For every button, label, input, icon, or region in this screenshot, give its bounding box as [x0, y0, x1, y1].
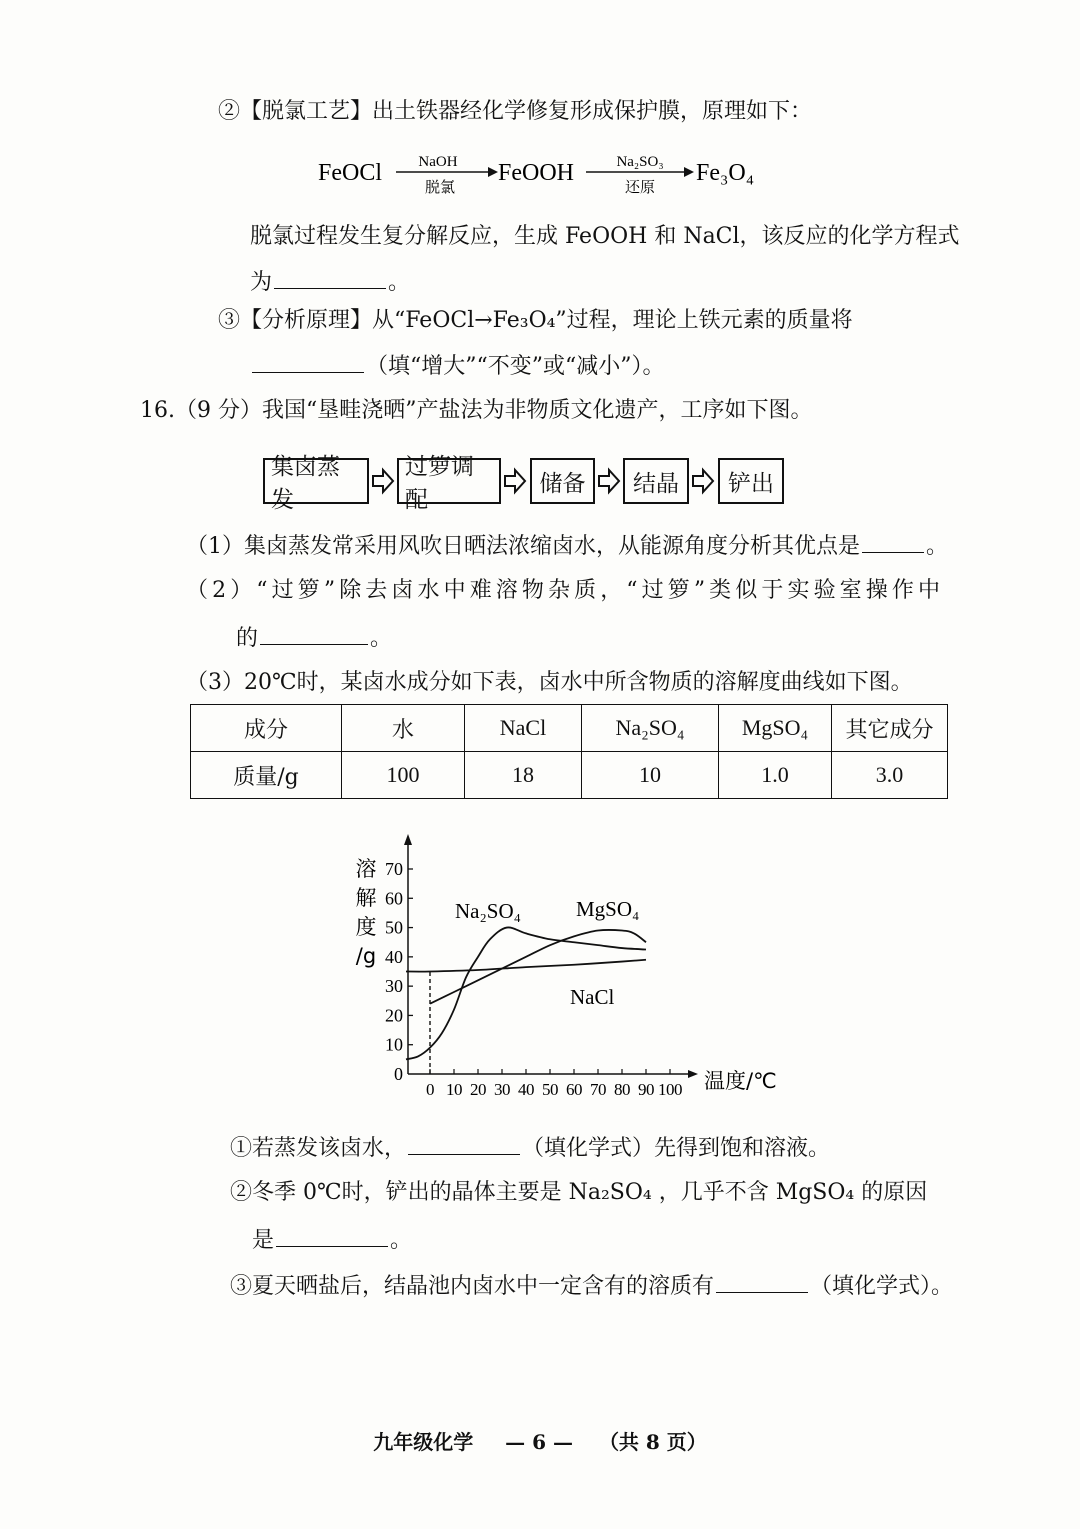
- series-label-mgso: MgSO₄: [576, 897, 640, 921]
- y-tick-label: 30: [385, 976, 403, 997]
- process-arrow-icon: [371, 467, 395, 495]
- x-tick-label: 20: [470, 1080, 486, 1099]
- q16-sub3-q1-suffix: （填化学式）先得到饱和溶液。: [522, 1136, 831, 1161]
- q15-item3-text1: ③【分析原理】从“FeOCl→Fe₃O₄”过程，理论上铁元素的质量将: [218, 308, 853, 333]
- x-axis-arrow-icon: [688, 1070, 698, 1078]
- process-arrow-icon: [597, 467, 621, 495]
- answer-blank-solutes[interactable]: [716, 1270, 808, 1293]
- q16-sub2-suffix: 。: [370, 626, 393, 651]
- y-axis-label-char: 解: [355, 886, 377, 910]
- x-tick-label: 10: [446, 1080, 462, 1099]
- process-arrow-icon: [503, 467, 527, 495]
- reaction-scheme: [318, 148, 778, 198]
- process-arrow-icon: [691, 467, 715, 495]
- q16-sub2-line1: （2）“过箩”除去卤水中难溶物杂质，“过箩”类似于实验室操作中: [186, 578, 945, 603]
- q16-sub3: （3）20℃时，某卤水成分如下表，卤水中所含物质的溶解度曲线如下图。: [186, 670, 913, 695]
- series-label-nacl: NaCl: [570, 985, 615, 1009]
- y-tick-label: 20: [385, 1005, 403, 1026]
- x-tick-label: 60: [566, 1080, 582, 1099]
- x-tick-label: 50: [542, 1080, 558, 1099]
- footer-page-number: — 6 —: [505, 1430, 573, 1454]
- x-tick-label: 30: [494, 1080, 510, 1099]
- table-header-cell: MgSO₄: [719, 705, 832, 752]
- x-tick-label: 100: [658, 1080, 682, 1099]
- q16-sub1-prefix: （1）集卤蒸发常采用风吹日晒法浓缩卤水，从能源角度分析其优点是: [186, 534, 860, 559]
- q15-item2-suffix: 。: [388, 270, 411, 295]
- table-cell: 10: [582, 752, 719, 799]
- table-cell: 18: [465, 752, 582, 799]
- y-axis-arrow-icon: [404, 834, 412, 845]
- answer-blank-energy[interactable]: [862, 530, 924, 553]
- scheme-reagent2-bottom: 还原: [624, 178, 656, 196]
- process-step-5-label: 铲出: [728, 470, 774, 497]
- y-tick-label: 0: [394, 1064, 403, 1084]
- answer-blank-reason[interactable]: [276, 1224, 388, 1247]
- q15-item3-text2: [250, 350, 664, 382]
- process-step-1: [263, 454, 369, 513]
- process-step-2: [397, 454, 501, 513]
- process-step-2-label: 过箩调配: [405, 454, 474, 513]
- q16-sub3-q3-prefix: ③夏天晒盐后，结晶池内卤水中一定含有的溶质有: [230, 1274, 715, 1299]
- table-cell: 质量/g: [191, 752, 342, 799]
- scheme-reagent1-top: NaOH: [418, 154, 458, 170]
- y-tick-label: 60: [385, 888, 403, 909]
- q16-sub3-q2-prefix: 是: [252, 1228, 275, 1253]
- process-step-3: [530, 458, 595, 504]
- table-cell: 100: [342, 752, 465, 799]
- answer-blank-operation[interactable]: [260, 622, 368, 645]
- table-header-cell: 水: [342, 705, 465, 752]
- table-header-cell: 成分: [191, 705, 342, 752]
- answer-blank-equation[interactable]: [274, 266, 386, 289]
- q15-item2-prefix: 为: [250, 270, 273, 295]
- y-axis-label-char: /g: [355, 944, 377, 968]
- x-tick-label: 0: [426, 1080, 434, 1099]
- process-step-4: [623, 458, 689, 504]
- series-label-naso: Na₂SO₄: [455, 899, 521, 923]
- series-line-nacl: [406, 960, 646, 972]
- table-row: [191, 705, 948, 752]
- process-step-4-label: 结晶: [633, 470, 679, 497]
- process-step-5: [718, 458, 784, 504]
- q16-sub1: [186, 530, 948, 562]
- scheme-middle: FeOOH: [498, 160, 574, 186]
- q16-sub2-line2: [236, 622, 392, 654]
- q15-item2-lead: ②【脱氯工艺】出土铁器经化学修复形成保护膜，原理如下：: [218, 99, 813, 124]
- table-cell: 3.0: [832, 752, 948, 799]
- y-tick-label: 10: [385, 1034, 403, 1055]
- q16-title: 16.（9 分）我国“垦畦浇晒”产盐法为非物质文化遗产，工序如下图。: [140, 398, 813, 423]
- y-tick-label: 70: [385, 859, 403, 879]
- q16-sub3-q1: [230, 1132, 830, 1164]
- q15-item2-text2: [250, 266, 410, 298]
- q16-sub1-suffix: 。: [926, 534, 949, 559]
- scheme-start: FeOCl: [318, 160, 383, 186]
- x-tick-label: 70: [590, 1080, 606, 1099]
- page-footer: [0, 1426, 1080, 1455]
- solubility-chart: [330, 828, 790, 1108]
- x-tick-label: 90: [638, 1080, 654, 1099]
- table-row: [191, 752, 948, 799]
- q16-sub3-q2-suffix: 。: [390, 1228, 413, 1253]
- table-header-cell: Na₂SO₄: [582, 705, 719, 752]
- scheme-reagent2-top: Na₂SO₃: [616, 154, 664, 170]
- y-tick-label: 50: [385, 917, 403, 938]
- scheme-reagent1-bottom: 脱氯: [424, 178, 456, 196]
- y-axis-label-char: 度: [355, 915, 377, 939]
- q16-sub3-q3: [230, 1270, 953, 1302]
- scheme-end: Fe₃O₄: [696, 160, 755, 186]
- table-header-cell: 其它成分: [832, 705, 948, 752]
- table-cell: 1.0: [719, 752, 832, 799]
- q15-item2-text1: 脱氯过程发生复分解反应，生成 FeOOH 和 NaCl，该反应的化学方程式: [250, 224, 960, 249]
- q16-sub2-prefix: 的: [236, 626, 259, 651]
- footer-subject: 九年级化学: [373, 1430, 474, 1454]
- q16-sub3-q2-line1: ②冬季 0℃时，铲出的晶体主要是 Na₂SO₄ ，几乎不含 MgSO₄ 的原因: [230, 1180, 928, 1205]
- x-tick-label: 40: [518, 1080, 534, 1099]
- y-axis-label-char: 溶: [355, 857, 377, 881]
- answer-blank-iron-mass[interactable]: [252, 350, 364, 373]
- x-tick-label: 80: [614, 1080, 630, 1099]
- q16-sub3-q3-suffix: （填化学式）。: [810, 1274, 954, 1299]
- y-tick-label: 40: [385, 946, 403, 967]
- table-header-cell: NaCl: [465, 705, 582, 752]
- footer-total-pages: （共 8 页）: [598, 1430, 707, 1454]
- process-step-3-label: 储备: [539, 470, 586, 497]
- composition-table: [190, 704, 948, 799]
- x-axis-label: 温度/℃: [704, 1069, 777, 1093]
- q15-item3-suffix: （填“增大”“不变”或“减小”）。: [366, 354, 665, 379]
- answer-blank-first-saturated[interactable]: [408, 1132, 520, 1155]
- process-step-1-label: 集卤蒸发: [271, 454, 340, 513]
- q16-sub3-q2-line2: [252, 1224, 412, 1256]
- q16-sub3-q1-prefix: ①若蒸发该卤水，: [230, 1136, 407, 1161]
